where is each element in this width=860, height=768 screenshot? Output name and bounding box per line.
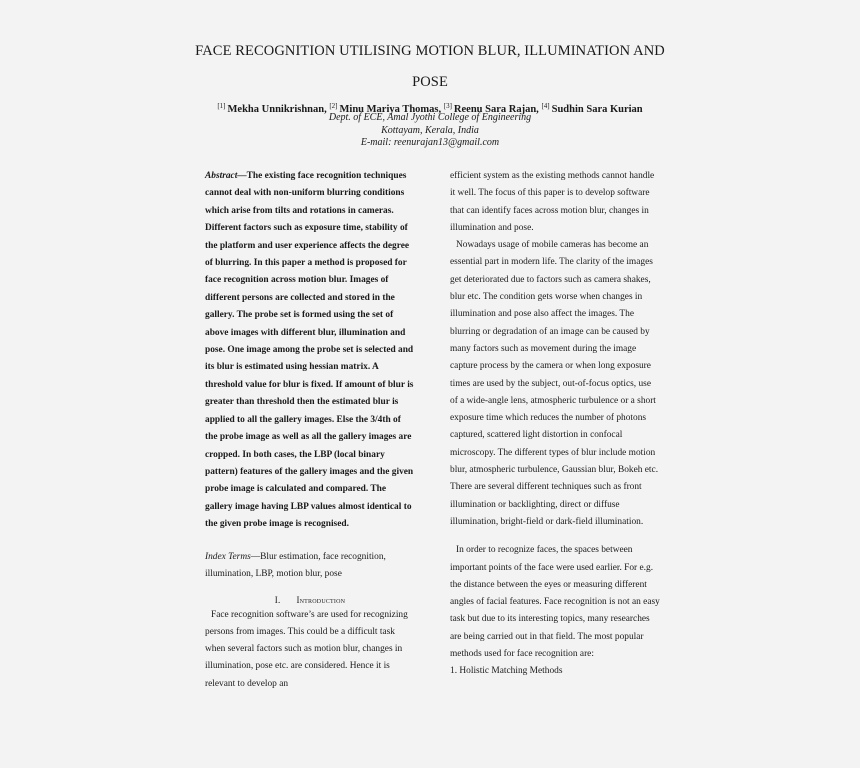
left-column [205, 168, 415, 693]
author-mark: [4] [541, 102, 550, 110]
abstract-text: —The existing face recognition techniques cannot deal with non-uniform blurring conditions which arise from tilts and rotations in cameras. Different factors such as exposure time, stability of the platform and user experience affects the degree of blurring. In this paper a method is proposed for face recognition across motion blur. Images of different persons are collected and stored in the gallery. The probe set is formed using the set of above images with different blur, illumination and pose. One image among the probe set is selected and its blur is estimated using hessian matrix. A threshold value for blur is fixed. If amount of blur is greater than threshold then the estimated blur is applied to all the gallery images. Else the 3/4th of the probe image as well as all the gallery images are cropped. In both cases, the LBP (local binary pattern) features of the gallery images and the given probe image is calculated and compared. The gallery image having LBP values almost identical to the given probe image is recognised. [205, 171, 414, 530]
intro-paragraph-left: Face recognition software’s are used for recognizing persons from images. This could be a difficult task when several factors such as motion blur, changes in illumination, pose etc. are considered. Hence it is relevant to develop an [205, 609, 408, 689]
index-terms-lead: Index Terms [205, 551, 251, 562]
abstract [205, 168, 415, 534]
author-name: Mekha Unnikrishnan, [227, 104, 327, 115]
affiliation-email: E-mail: reenurajan13@gmail.com [360, 137, 500, 148]
section-heading [205, 593, 415, 607]
intro-paragraph-right: efficient system as the existing methods cannot handle it well. The focus of this paper is to develop software that can identify faces across motion blur, changes in illumination and pose. [450, 171, 655, 233]
paper-title: FACE RECOGNITION UTILISING MOTION BLUR, ILLUMINATION AND POSE [195, 43, 665, 90]
author-name: Reenu Sara Rajan, [453, 104, 539, 115]
affiliation-location: Kottayam, Kerala, India [381, 124, 479, 136]
index-terms-text: —Blur estimation, face recognition, illumination, LBP, motion blur, pose [205, 551, 386, 579]
author-name: Minu Mariya Thomas, [339, 104, 442, 115]
section-number: I. [274, 594, 281, 605]
index-terms [205, 549, 415, 583]
section-title: Introduction [296, 594, 346, 605]
author-mark: [2] [329, 102, 338, 110]
author-mark: [3] [443, 102, 452, 110]
mobile-paragraph: Nowadays usage of mobile cameras has become an essential part in modern life. The clarity of the images get deteriorated due to factors such as camera shakes, blur etc. The condition gets worse when changes in illumination and pose also affect the images. The blurring or degradation of an image can be caused by many factors such as movement during the image capture process by the camera or when long exposure times are used by the subject, out-of-focus optics, use of a wide-angle lens, atmospheric turbulence or a short exposure time which reduces the number of photons captured, scattered light distortion in confocal microscopy. The different types of blur include motion blur, atmospheric turbulence, Gaussian blur, Bokeh etc. There are several different techniques such as front illumination or backlighting, direct or diffuse illumination, bright-field or dark-field illumination. [450, 240, 659, 527]
affiliation-dept: Dept. of ECE, Amal Jyothi College of Engineering [328, 112, 532, 123]
author-name: Sudhin Sara Kurian [551, 104, 643, 115]
abstract-lead: Abstract [205, 171, 238, 181]
list-item: 1. Holistic Matching Methods [450, 666, 563, 677]
recognize-paragraph: In order to recognize faces, the spaces between important points of the face were used earlier. For e.g. the distance between the eyes or measuring different angles of facial features. Face recognition is not an easy task but due to its interesting topics, many researches are being carried out in that field. The most popular methods used for face recognition are: [450, 545, 660, 660]
right-column [450, 168, 660, 681]
author-mark: [1] [217, 102, 226, 110]
affiliation-block [150, 112, 710, 150]
